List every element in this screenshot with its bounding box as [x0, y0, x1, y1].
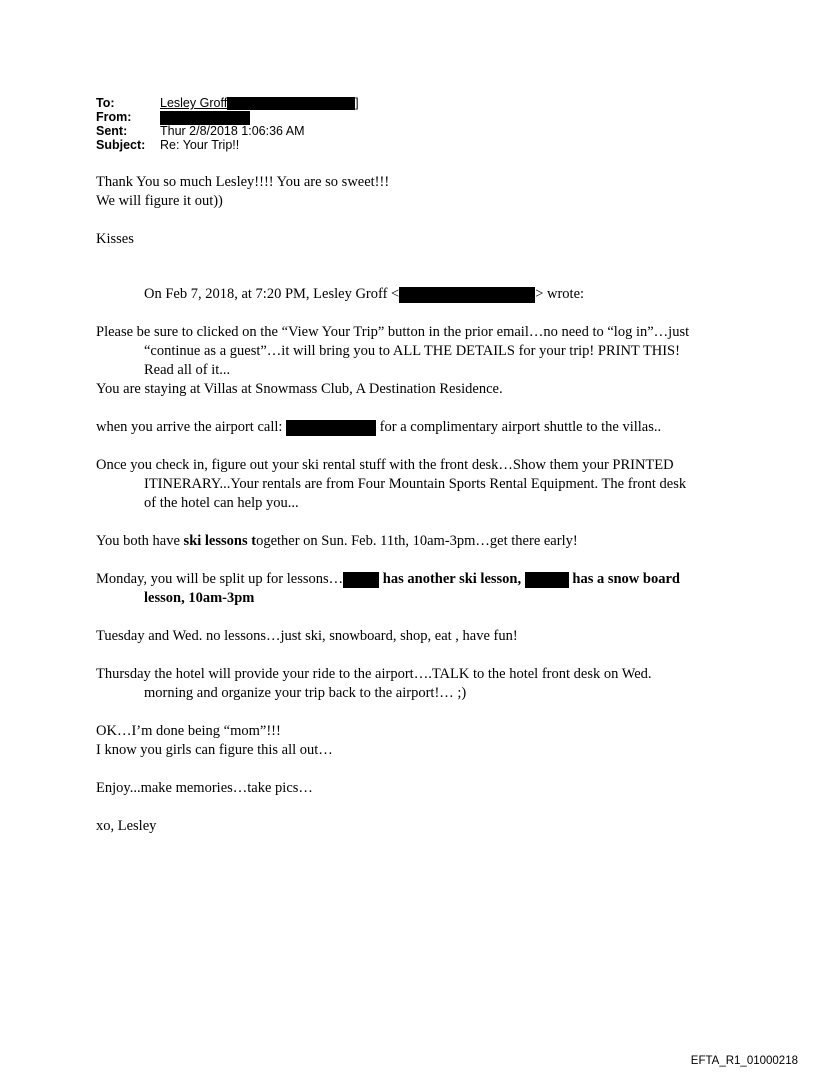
paragraph-view-trip: Please be sure to clicked on the “View Your Trip” button in the prior email…no need to “log in”…just “continue as a guest”…it will bring you to ALL THE DETAILS for your trip! PRINT THIS! Read all of it... [96, 324, 690, 378]
paragraph-mom-1: OK…I’m done being “mom”!!! [96, 723, 281, 739]
quote-attribution-end: > wrote: [535, 286, 585, 302]
airport-call-end: for a complimentary airport shuttle to the villas.. [376, 419, 662, 435]
redaction-block [399, 287, 535, 303]
redaction-block [227, 97, 355, 110]
sent-label: Sent: [96, 124, 128, 138]
subject-value: Re: Your Trip!! [160, 138, 240, 152]
paragraph-monday [96, 570, 696, 608]
redaction-block [525, 572, 569, 588]
paragraph-thursday: Thursday the hotel will provide your ride to the airport….TALK to the hotel front desk on Wed. morning and organize your trip back to the airport!… ;) [96, 666, 652, 701]
to-name: Lesley Groff [160, 96, 228, 110]
ski-lessons-end: ogether on Sun. Feb. 11th, 10am-3pm…get there early! [256, 533, 578, 549]
subject-label: Subject: [96, 138, 146, 152]
monday-mid: has another ski lesson, [379, 571, 525, 587]
sent-value: Thur 2/8/2018 1:06:36 AM [160, 124, 305, 138]
quote-attribution [96, 285, 696, 304]
from-label: From: [96, 110, 132, 124]
from-value [160, 110, 250, 125]
ski-lessons-bold: ski lessons t [183, 533, 257, 549]
quote-attribution-start: On Feb 7, 2018, at 7:20 PM, Lesley Groff < [144, 286, 400, 302]
paragraph-ski-lessons [96, 532, 696, 551]
paragraph-mom-2: I know you girls can figure this all out… [96, 742, 333, 758]
to-value [160, 96, 359, 110]
to-label: To: [96, 96, 115, 110]
redaction-block [160, 111, 250, 125]
reply-line-2: We will figure it out)) [96, 193, 223, 209]
paragraph-enjoy: Enjoy...make memories…take pics… [96, 780, 313, 796]
redaction-block [343, 572, 379, 588]
monday-start: Monday, you will be split up for lessons… [96, 571, 344, 587]
signature: xo, Lesley [96, 818, 157, 834]
reply-signoff: Kisses [96, 231, 134, 247]
to-bracket: ] [355, 96, 359, 110]
paragraph-villas: You are staying at Villas at Snowmass Club, A Destination Residence. [96, 381, 503, 397]
paragraph-airport-call [96, 418, 696, 437]
paragraph-tuesday: Tuesday and Wed. no lessons…just ski, snowboard, shop, eat , have fun! [96, 628, 518, 644]
reply-line-1: Thank You so much Lesley!!!! You are so sweet!!! [96, 174, 390, 190]
airport-call-start: when you arrive the airport call: [96, 419, 287, 435]
redaction-block [286, 420, 376, 436]
email-body [96, 173, 696, 836]
ski-lessons-start: You both have [96, 533, 184, 549]
monday-end: has a snow board lesson, 10am-3pm [144, 571, 680, 606]
document-id: EFTA_R1_01000218 [690, 1055, 798, 1067]
paragraph-ski-rental: Once you check in, figure out your ski rental stuff with the front desk…Show them your PRINTED ITINERARY...Your rentals are from Four Mountain Sports Rental Equipment. The front desk of the hotel can help you... [96, 457, 687, 511]
